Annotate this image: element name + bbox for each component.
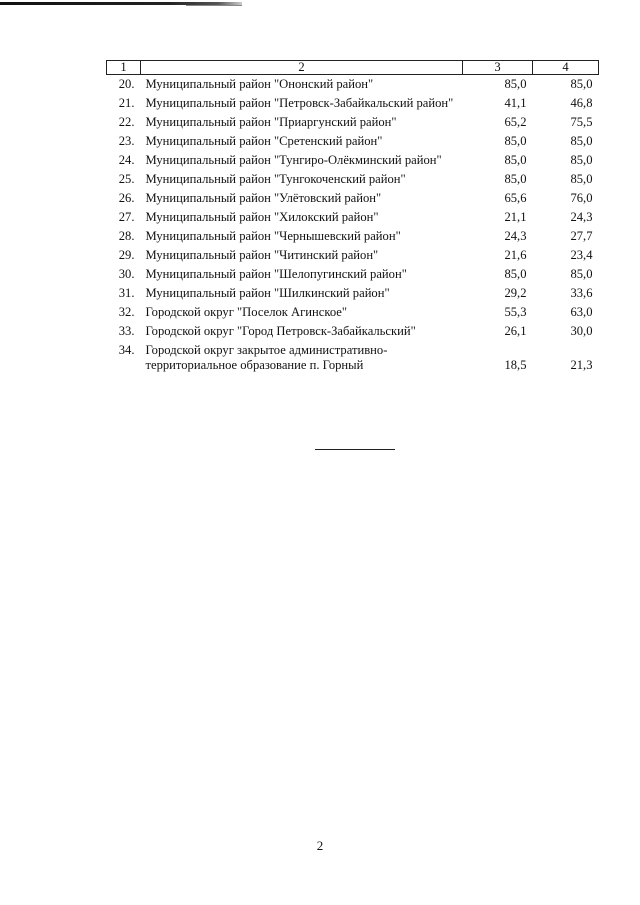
data-table-container bbox=[106, 60, 598, 375]
row-value-col3: 85,0 bbox=[504, 77, 527, 91]
row-value-col3: 85,0 bbox=[504, 172, 527, 186]
row-number: 20. bbox=[118, 77, 135, 91]
row-name: Муниципальный район "Улётовский район" bbox=[145, 191, 382, 205]
row-name: Муниципальный район "Петровск-Забайкальский район" bbox=[145, 96, 454, 110]
row-value-col4: 76,0 bbox=[570, 191, 593, 205]
row-value-col3: 24,3 bbox=[504, 229, 527, 243]
row-number: 31. bbox=[118, 286, 135, 300]
row-name: Муниципальный район "Приаргунский район" bbox=[145, 115, 397, 129]
row-value-col4: 30,0 bbox=[570, 324, 593, 338]
table-row bbox=[107, 75, 599, 95]
row-number: 30. bbox=[118, 267, 135, 281]
table-row bbox=[107, 341, 599, 375]
table-row bbox=[107, 170, 599, 189]
row-number: 29. bbox=[118, 248, 135, 262]
row-number: 24. bbox=[118, 153, 135, 167]
table-row bbox=[107, 94, 599, 113]
row-name: Муниципальный район "Тунгокоченский район" bbox=[145, 172, 406, 186]
row-value-col4: 21,3 bbox=[570, 358, 593, 372]
scan-artifact-line-thin bbox=[186, 5, 242, 6]
table-row bbox=[107, 151, 599, 170]
row-value-col4: 85,0 bbox=[570, 172, 593, 186]
row-value-col4: 63,0 bbox=[570, 305, 593, 319]
row-number: 32. bbox=[118, 305, 135, 319]
row-value-col4: 85,0 bbox=[570, 77, 593, 91]
table-body bbox=[107, 75, 599, 376]
row-value-col4: 85,0 bbox=[570, 267, 593, 281]
row-number: 33. bbox=[118, 324, 135, 338]
row-value-col3: 65,2 bbox=[504, 115, 527, 129]
row-value-col4: 85,0 bbox=[570, 134, 593, 148]
row-number: 25. bbox=[118, 172, 135, 186]
row-number: 27. bbox=[118, 210, 135, 224]
header-cell-1: 1 bbox=[107, 61, 141, 75]
row-number: 22. bbox=[118, 115, 135, 129]
header-cell-4: 4 bbox=[533, 61, 599, 75]
row-name: Муниципальный район "Читинский район" bbox=[145, 248, 379, 262]
row-value-col3: 26,1 bbox=[504, 324, 527, 338]
row-value-col4: 24,3 bbox=[570, 210, 593, 224]
row-name: Городской округ "Город Петровск-Забайкальский" bbox=[145, 324, 416, 338]
row-number: 23. bbox=[118, 134, 135, 148]
table-row bbox=[107, 303, 599, 322]
row-number: 26. bbox=[118, 191, 135, 205]
row-value-col4: 75,5 bbox=[570, 115, 593, 129]
row-number: 28. bbox=[118, 229, 135, 243]
row-value-col3: 21,1 bbox=[504, 210, 527, 224]
table-row bbox=[107, 246, 599, 265]
row-value-col4: 33,6 bbox=[570, 286, 593, 300]
page-number: 2 bbox=[316, 838, 324, 853]
table-row bbox=[107, 113, 599, 132]
row-value-col4: 27,7 bbox=[570, 229, 593, 243]
header-cell-2: 2 bbox=[141, 61, 463, 75]
row-name: Муниципальный район "Шелопугинский район" bbox=[145, 267, 407, 281]
row-number: 21. bbox=[118, 96, 135, 110]
row-value-col3: 55,3 bbox=[504, 305, 527, 319]
row-value-col3: 85,0 bbox=[504, 153, 527, 167]
table-header bbox=[107, 61, 599, 75]
table-row bbox=[107, 284, 599, 303]
row-value-col3: 85,0 bbox=[504, 134, 527, 148]
table-row bbox=[107, 265, 599, 284]
table-row bbox=[107, 322, 599, 341]
row-name: Муниципальный район "Сретенский район" bbox=[145, 134, 383, 148]
row-value-col3: 85,0 bbox=[504, 267, 527, 281]
row-name: Городской округ закрытое административно-территориальное образование п. Горный bbox=[145, 343, 388, 372]
table-row bbox=[107, 189, 599, 208]
row-value-col3: 65,6 bbox=[504, 191, 527, 205]
closing-rule bbox=[315, 449, 395, 450]
row-value-col3: 29,2 bbox=[504, 286, 527, 300]
data-table bbox=[106, 60, 599, 375]
row-value-col3: 18,5 bbox=[504, 358, 527, 372]
row-value-col3: 21,6 bbox=[504, 248, 527, 262]
row-value-col4: 85,0 bbox=[570, 153, 593, 167]
table-row bbox=[107, 227, 599, 246]
table-row bbox=[107, 208, 599, 227]
table-row bbox=[107, 132, 599, 151]
row-value-col3: 41,1 bbox=[504, 96, 527, 110]
row-name: Муниципальный район "Шилкинский район" bbox=[145, 286, 390, 300]
row-value-col4: 23,4 bbox=[570, 248, 593, 262]
header-cell-3: 3 bbox=[463, 61, 533, 75]
row-name: Муниципальный район "Ононский район" bbox=[145, 77, 374, 91]
row-value-col4: 46,8 bbox=[570, 96, 593, 110]
row-name: Городской округ "Поселок Агинское" bbox=[145, 305, 348, 319]
row-number: 34. bbox=[118, 343, 135, 357]
row-name: Муниципальный район "Чернышевский район" bbox=[145, 229, 401, 243]
row-name: Муниципальный район "Хилокский район" bbox=[145, 210, 379, 224]
row-name: Муниципальный район "Тунгиро-Олёкминский район" bbox=[145, 153, 442, 167]
header-row bbox=[107, 61, 599, 75]
